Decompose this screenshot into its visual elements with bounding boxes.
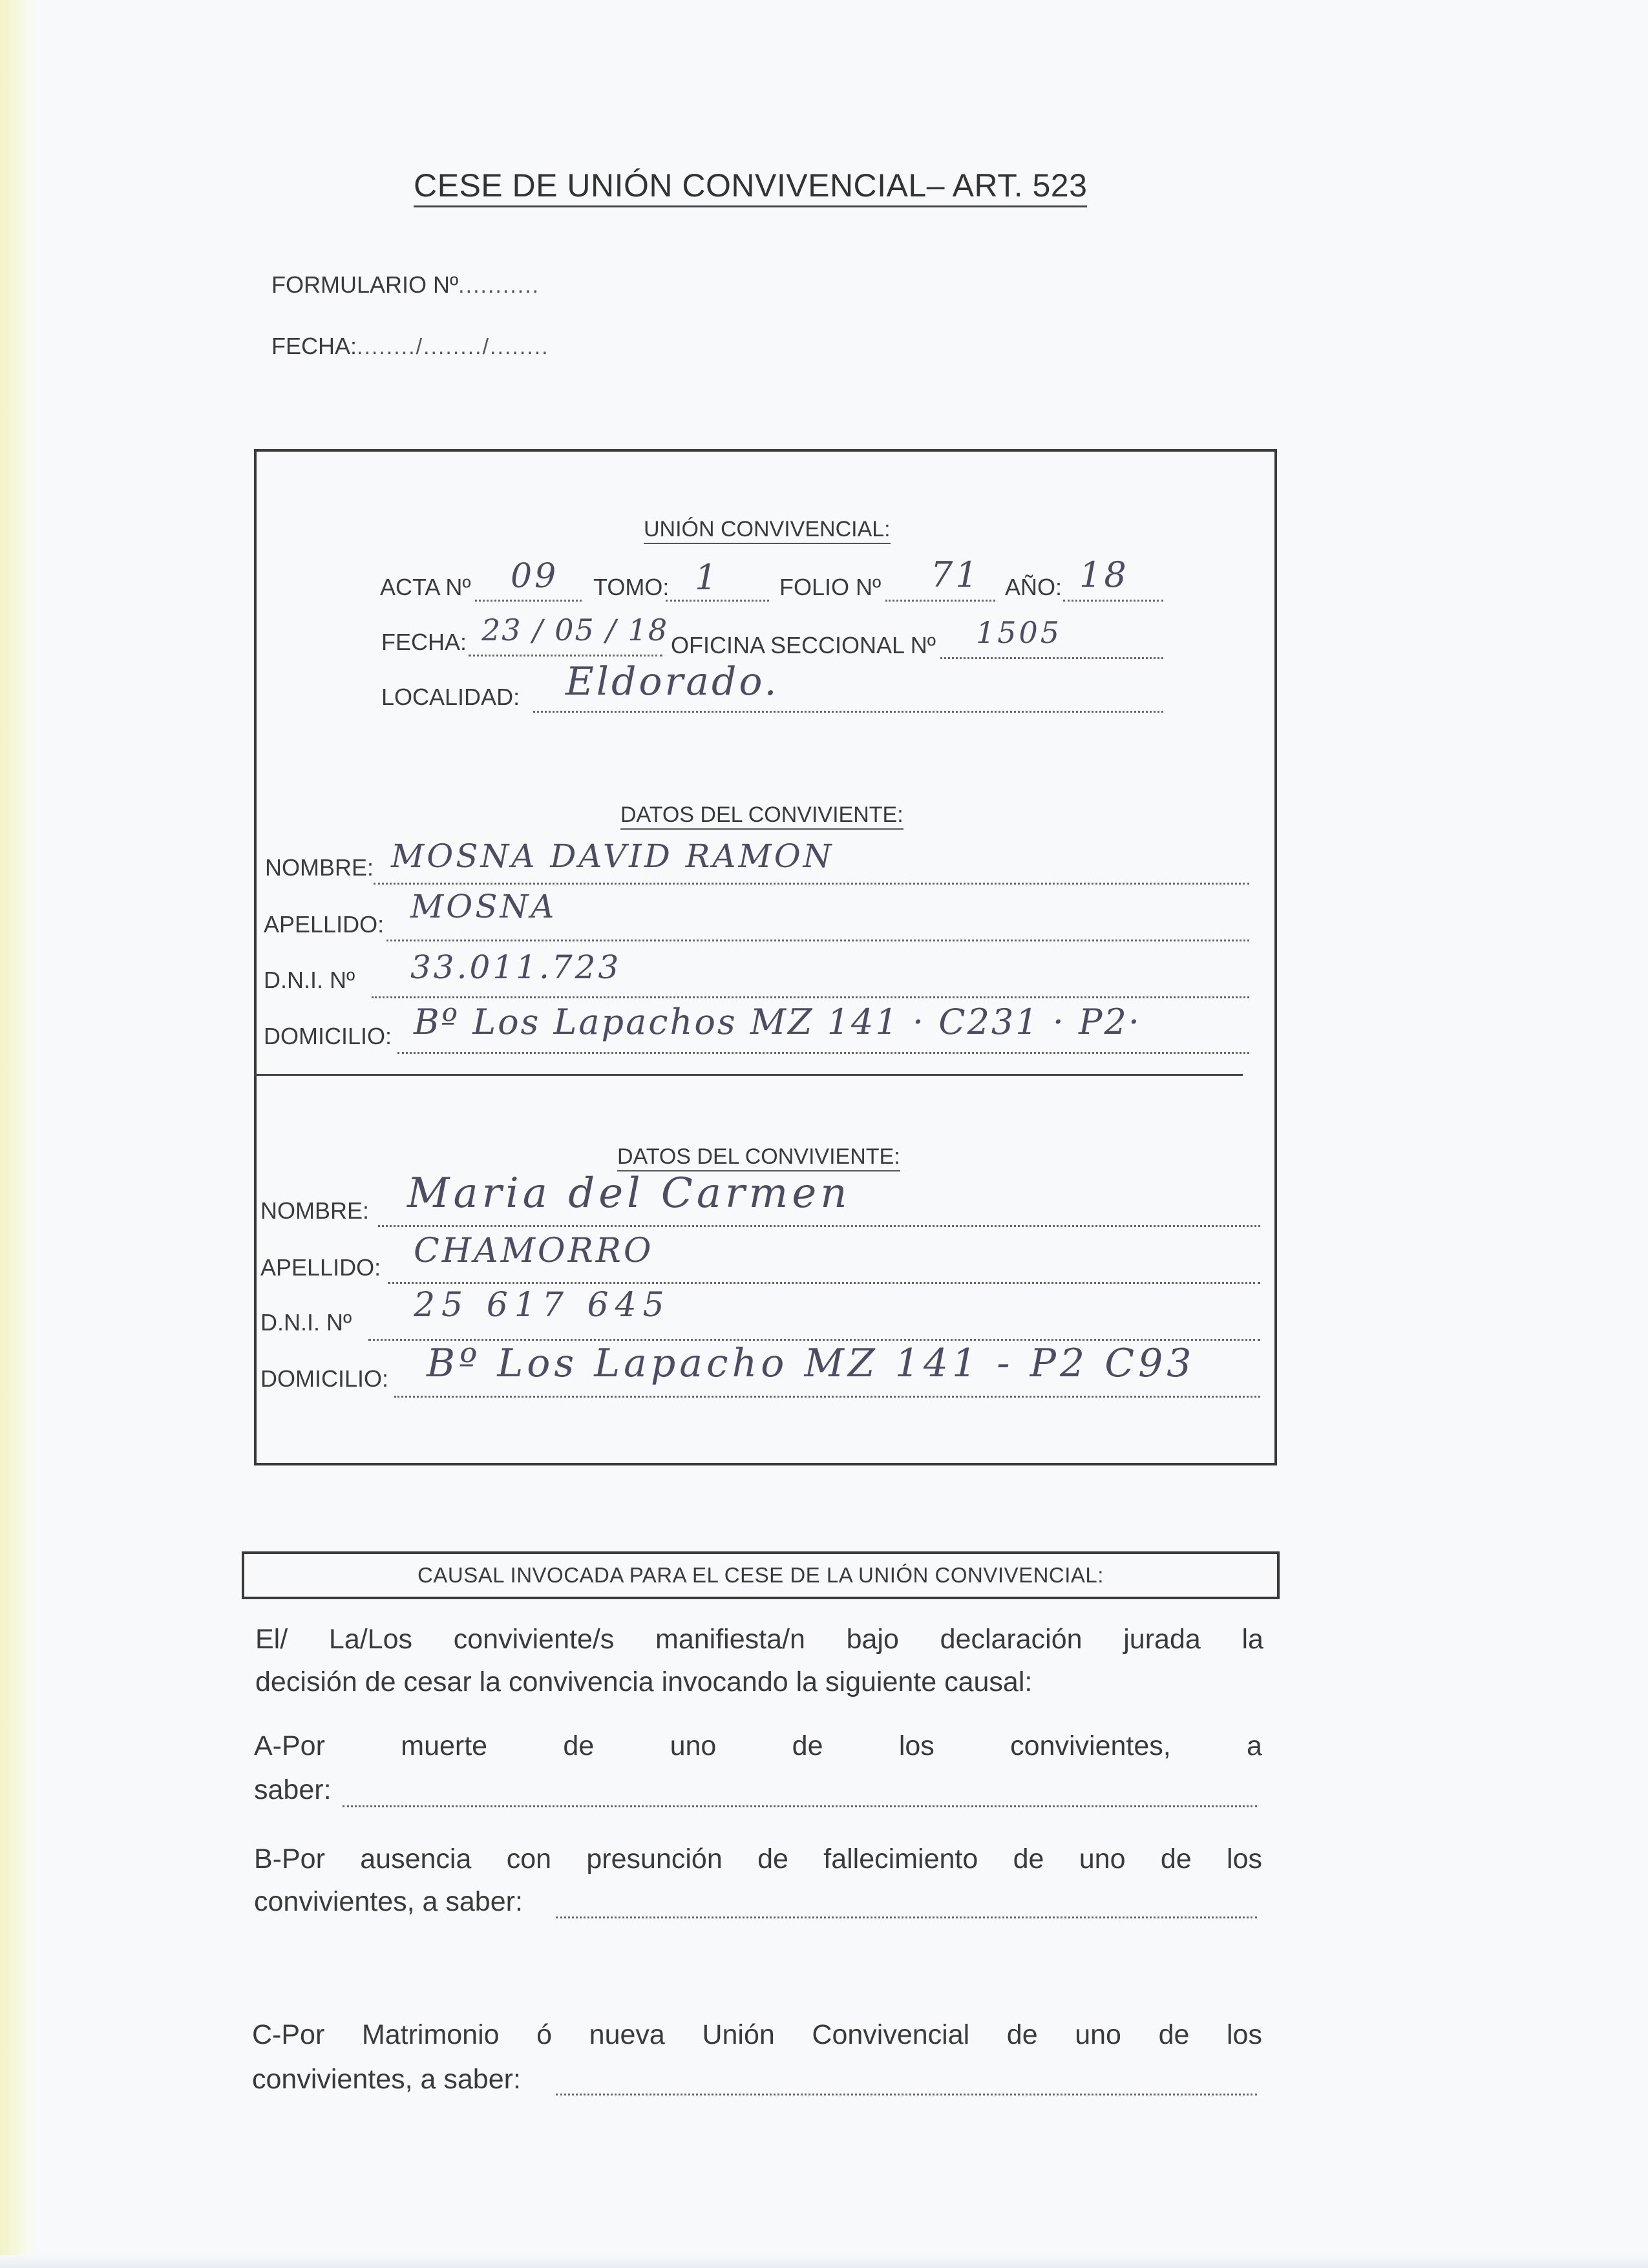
localidad-field-line[interactable] (533, 711, 1163, 713)
word: de (1006, 2019, 1038, 2050)
conviviente1-apellido-label: APELLIDO: (264, 911, 385, 938)
conviviente2-nombre-label: NOMBRE: (260, 1197, 370, 1224)
word: los (1227, 2019, 1262, 2050)
folio-value: 71 (931, 554, 980, 595)
fecha-label: FECHA: (271, 333, 357, 359)
conviviente2-nombre-value: Maria del Carmen (407, 1170, 851, 1217)
fecha-field[interactable]: ......../......../........ (357, 335, 549, 359)
word: fallecimiento (823, 1843, 978, 1874)
oficina-value: 1505 (976, 615, 1062, 650)
conviviente2-dni-label: D.N.I. Nº (260, 1309, 352, 1336)
conviviente2-apellido-value: CHAMORRO (414, 1232, 654, 1270)
tomo-field-line[interactable] (666, 600, 769, 602)
union-fecha-label: FECHA: (381, 629, 467, 655)
word: ausencia (360, 1843, 472, 1874)
causal-a-line-2 (254, 1770, 332, 1809)
causal-c-line-1 (252, 2019, 1262, 2051)
conviviente2-apellido-line[interactable] (388, 1282, 1260, 1284)
tomo-label: TOMO: (593, 574, 670, 600)
word: Convivencial (812, 2019, 970, 2050)
conviviente1-nombre-value: MOSNA DAVID RAMON (391, 837, 834, 875)
causal-a-saber-label: saber: (254, 1774, 332, 1805)
localidad-label: LOCALIDAD: (381, 684, 520, 710)
word: B-Por (254, 1843, 325, 1874)
word: uno (1075, 2019, 1121, 2050)
causal-a-field-line[interactable] (343, 1805, 1257, 1807)
word: de (1160, 1843, 1192, 1874)
intro-line-1 (255, 1624, 1263, 1655)
causal-c-field-line[interactable] (556, 2094, 1257, 2095)
conviviente1-apellido-value: MOSNA (410, 888, 557, 925)
word: conviviente/s (453, 1624, 615, 1655)
word: uno (670, 1730, 717, 1761)
word: jurada (1123, 1624, 1201, 1655)
word: de (563, 1730, 595, 1761)
conviviente1-dni-label: D.N.I. Nº (264, 967, 355, 993)
word: la (1241, 1624, 1263, 1655)
word: C-Por (252, 2019, 325, 2050)
conviviente1-apellido-line[interactable] (386, 940, 1249, 941)
paper-edge-bottom (0, 2255, 1648, 2268)
union-fecha-field-line[interactable] (469, 655, 662, 656)
anio-label: AÑO: (1005, 574, 1062, 600)
word: muerte (401, 1730, 488, 1761)
intro-line-2: decisión de cesar la convivencia invocando la siguiente causal: (255, 1666, 1033, 1697)
word: La/Los (328, 1624, 413, 1655)
word: con (506, 1843, 552, 1874)
conviviente1-nombre-line[interactable] (374, 883, 1249, 885)
word: de (757, 1843, 788, 1874)
conviviente1-dni-value: 33.011.723 (410, 949, 622, 986)
folio-field-line[interactable] (885, 600, 995, 602)
word: manifiesta/n (655, 1624, 805, 1655)
word: declaración (940, 1624, 1083, 1655)
acta-field-line[interactable] (475, 600, 582, 602)
causal-a-line-1 (254, 1730, 1262, 1762)
union-fecha-value: 23 / 05 / 18 (481, 613, 669, 647)
box-divider (254, 1074, 1243, 1076)
form-title: CESE DE UNIÓN CONVIVENCIAL– ART. 523 (414, 167, 1087, 207)
word: de (792, 1730, 823, 1761)
acta-value: 09 (511, 557, 559, 596)
word: nueva (589, 2019, 665, 2050)
word: El/ (255, 1624, 288, 1655)
conviviente2-domicilio-label: DOMICILIO: (260, 1365, 389, 1392)
conviviente2-dni-value: 25 617 645 (414, 1286, 671, 1325)
word: Matrimonio (361, 2019, 500, 2050)
causal-b-saber-label: convivientes, a saber: (254, 1886, 523, 1917)
localidad-value: Eldorado. (565, 659, 779, 704)
word: presunción (586, 1843, 723, 1874)
formulario-field[interactable]: ........... (458, 273, 540, 298)
anio-field-line[interactable] (1063, 600, 1163, 602)
word: bajo (846, 1624, 899, 1655)
conviviente2-domicilio-value: Bº Los Lapacho MZ 141 - P2 C93 (427, 1341, 1196, 1386)
conviviente1-domicilio-value: Bº Los Lapachos MZ 141 · C231 · P2· (414, 1002, 1141, 1042)
conviviente1-domicilio-line[interactable] (397, 1052, 1249, 1054)
conviviente2-apellido-label: APELLIDO: (260, 1254, 381, 1281)
paper-edge-left (0, 0, 39, 2268)
conviviente2-heading: DATOS DEL CONVIVIENTE: (617, 1144, 900, 1171)
word: los (1227, 1843, 1262, 1874)
causal-b-line-2 (254, 1882, 523, 1921)
causal-heading-box (242, 1551, 1280, 1599)
fecha-row (271, 333, 549, 360)
word: Unión (702, 2019, 775, 2050)
word: convivientes, (1010, 1730, 1171, 1761)
oficina-field-line[interactable] (940, 657, 1163, 659)
conviviente2-domicilio-line[interactable] (394, 1396, 1260, 1398)
formulario-label: FORMULARIO Nº (271, 271, 459, 298)
oficina-label: OFICINA SECCIONAL Nº (671, 632, 936, 658)
conviviente2-nombre-line[interactable] (378, 1225, 1260, 1227)
word: de (1013, 1843, 1044, 1874)
conviviente1-heading: DATOS DEL CONVIVIENTE: (620, 803, 903, 830)
formulario-row (271, 271, 540, 299)
word: A-Por (254, 1730, 325, 1761)
anio-value: 18 (1079, 554, 1129, 595)
union-heading: UNIÓN CONVIVENCIAL: (644, 517, 891, 544)
causal-c-line-2 (252, 2060, 521, 2099)
word: uno (1079, 1843, 1126, 1874)
causal-b-line-1 (254, 1843, 1262, 1875)
causal-c-saber-label: convivientes, a saber: (252, 2064, 521, 2095)
word: los (898, 1730, 935, 1761)
word: ó (536, 2019, 553, 2050)
word: a (1247, 1730, 1262, 1761)
acta-label: ACTA Nº (380, 574, 471, 600)
word: de (1158, 2019, 1190, 2050)
tomo-value: 1 (695, 557, 720, 598)
conviviente1-dni-line[interactable] (372, 996, 1249, 998)
folio-label: FOLIO Nº (779, 574, 882, 600)
causal-heading: CAUSAL INVOCADA PARA EL CESE DE LA UNIÓN CONVIVENCIAL: (417, 1563, 1104, 1587)
causal-b-field-line[interactable] (556, 1916, 1257, 1918)
conviviente1-domicilio-label: DOMICILIO: (264, 1023, 392, 1049)
conviviente1-nombre-label: NOMBRE: (265, 854, 374, 881)
